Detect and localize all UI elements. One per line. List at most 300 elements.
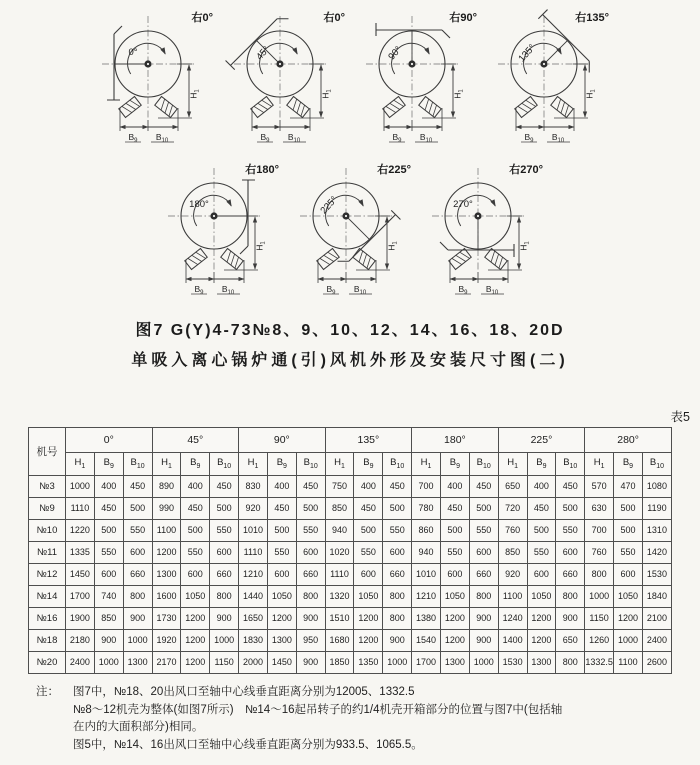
model-cell: №11 xyxy=(29,541,66,563)
note-line xyxy=(36,684,700,702)
b9-dim-label: $B_9$ xyxy=(458,284,468,296)
dim-sub-header: $H_1$ xyxy=(66,452,95,475)
dim-value-cell: 2180 xyxy=(66,629,95,651)
model-cell: №18 xyxy=(29,629,66,651)
dim-sub-header: $B_9$ xyxy=(354,452,383,475)
dim-value-cell: 450 xyxy=(123,475,152,497)
dim-value-cell: 600 xyxy=(556,541,585,563)
dim-sub-header: $B_9$ xyxy=(614,452,643,475)
interior-angle-label: 45° xyxy=(254,44,273,63)
dim-sub-header: $H_1$ xyxy=(325,452,354,475)
dim-value-cell: 1100 xyxy=(152,519,181,541)
model-cell: №12 xyxy=(29,563,66,585)
dim-value-cell: 450 xyxy=(383,475,412,497)
fan-orientation-diagram-45 xyxy=(218,4,350,156)
mounting-foot xyxy=(251,97,274,118)
dim-value-cell: 500 xyxy=(527,519,556,541)
diagram-angle-caption: 右0° xyxy=(323,12,345,24)
dim-value-cell: 1450 xyxy=(66,563,95,585)
b9-dim-label: $B_9$ xyxy=(326,284,336,296)
interior-angle-label: 225° xyxy=(318,194,340,217)
dim-value-cell: 450 xyxy=(469,475,498,497)
dim-value-cell: 830 xyxy=(239,475,268,497)
mounting-foot xyxy=(419,97,442,118)
b10-dim-label: $B_{10}$ xyxy=(353,284,367,296)
dim-value-cell: 600 xyxy=(267,563,296,585)
dim-sub-header: $H_1$ xyxy=(152,452,181,475)
model-cell: №9 xyxy=(29,497,66,519)
model-cell: №14 xyxy=(29,585,66,607)
dim-value-cell: 760 xyxy=(585,541,614,563)
interior-angle-label: 180° xyxy=(189,199,209,210)
dim-value-cell: 1920 xyxy=(152,629,181,651)
dim-value-cell: 780 xyxy=(412,497,441,519)
fan-orientation-diagram-90 xyxy=(350,4,482,156)
dim-value-cell: 400 xyxy=(94,475,123,497)
orientation-diagrams xyxy=(0,0,700,308)
dim-value-cell: 1200 xyxy=(181,607,210,629)
dim-sub-header: $H_1$ xyxy=(585,452,614,475)
dim-value-cell: 800 xyxy=(123,585,152,607)
dim-value-cell: 500 xyxy=(210,497,239,519)
dim-value-cell: 1200 xyxy=(527,629,556,651)
dim-value-cell: 900 xyxy=(296,607,325,629)
table-row xyxy=(29,607,672,629)
dim-value-cell: 550 xyxy=(354,541,383,563)
dim-sub-header: $B_{10}$ xyxy=(383,452,412,475)
dim-value-cell: 1200 xyxy=(181,629,210,651)
b10-dim-label: $B_{10}$ xyxy=(287,132,301,144)
table-row xyxy=(29,541,672,563)
dim-value-cell: 800 xyxy=(383,585,412,607)
fan-orientation-diagram-135 xyxy=(482,4,614,156)
dim-sub-header: $B_{10}$ xyxy=(296,452,325,475)
dim-value-cell: 1000 xyxy=(210,629,239,651)
dim-value-cell: 1400 xyxy=(498,629,527,651)
b9-dim-label: $B_9$ xyxy=(524,132,534,144)
dim-value-cell: 1240 xyxy=(498,607,527,629)
dim-value-cell: 500 xyxy=(354,519,383,541)
dim-value-cell: 1200 xyxy=(614,607,643,629)
dim-value-cell: 1220 xyxy=(66,519,95,541)
fan-orientation-diagram-225 xyxy=(284,156,416,308)
dim-value-cell: 650 xyxy=(498,475,527,497)
dim-value-cell: 1200 xyxy=(440,629,469,651)
dim-value-cell: 1450 xyxy=(267,651,296,673)
b10-dim-label: $B_{10}$ xyxy=(485,284,499,296)
mounting-foot xyxy=(515,97,538,118)
dim-value-cell: 1150 xyxy=(210,651,239,673)
angle-group-header: 225° xyxy=(498,427,585,452)
dim-sub-header: $B_9$ xyxy=(94,452,123,475)
dim-value-cell: 990 xyxy=(152,497,181,519)
dim-sub-header: $B_9$ xyxy=(181,452,210,475)
model-cell: №16 xyxy=(29,607,66,629)
dim-sub-header: $B_9$ xyxy=(527,452,556,475)
dim-value-cell: 800 xyxy=(556,585,585,607)
dim-value-cell: 550 xyxy=(556,519,585,541)
dim-value-cell: 1510 xyxy=(325,607,354,629)
mounting-foot xyxy=(551,97,574,118)
dim-value-cell: 1210 xyxy=(412,585,441,607)
dim-value-cell: 450 xyxy=(527,497,556,519)
dim-value-cell: 890 xyxy=(152,475,181,497)
dim-value-cell: 450 xyxy=(556,475,585,497)
dim-value-cell: 1700 xyxy=(412,651,441,673)
dim-value-cell: 1050 xyxy=(440,585,469,607)
dim-value-cell: 400 xyxy=(181,475,210,497)
table-row xyxy=(29,629,672,651)
notes-section xyxy=(36,684,700,755)
angle-group-header: 135° xyxy=(325,427,412,452)
dim-value-cell: 1600 xyxy=(152,585,181,607)
dim-value-cell: 900 xyxy=(296,651,325,673)
dim-value-cell: 500 xyxy=(383,497,412,519)
dim-value-cell: 1840 xyxy=(642,585,671,607)
dim-value-cell: 750 xyxy=(325,475,354,497)
model-cell: №3 xyxy=(29,475,66,497)
dim-value-cell: 450 xyxy=(296,475,325,497)
note-line: 在内的大面积部分)相同。 xyxy=(73,721,204,734)
note-line: №8～12机壳为整体(如图7所示) №14～16起吊转子的约1/4机壳开箱部分的位置与图7中(包括轴 xyxy=(73,703,563,716)
dimension-table xyxy=(28,427,672,674)
diagram-angle-caption: 右180° xyxy=(245,164,279,176)
dim-value-cell: 940 xyxy=(325,519,354,541)
dim-value-cell: 740 xyxy=(94,585,123,607)
dim-value-cell: 760 xyxy=(498,519,527,541)
dim-value-cell: 450 xyxy=(267,497,296,519)
note-line: 图5中，№14、16出风口至轴中心线垂直距离分别为933.5、1065.5。 xyxy=(73,739,423,752)
h1-dim-label: $H_1$ xyxy=(584,89,597,99)
fan-orientation-diagram-270 xyxy=(416,156,548,308)
dim-value-cell: 500 xyxy=(267,519,296,541)
b9-dim-label: $B_9$ xyxy=(128,132,138,144)
dim-value-cell: 660 xyxy=(296,563,325,585)
dim-value-cell: 1050 xyxy=(614,585,643,607)
dim-value-cell: 500 xyxy=(296,497,325,519)
figure-title-line1: 图7 G(Y)4-73№8、9、10、12、14、16、18、20D xyxy=(135,322,565,339)
fan-orientation-diagram-0 xyxy=(86,4,218,156)
h1-dim-label: $H_1$ xyxy=(452,89,465,99)
dim-value-cell: 1050 xyxy=(354,585,383,607)
dim-value-cell: 1000 xyxy=(614,629,643,651)
b10-dim-label: $B_{10}$ xyxy=(551,132,565,144)
dim-value-cell: 1310 xyxy=(642,519,671,541)
b10-dim-label: $B_{10}$ xyxy=(221,284,235,296)
dim-value-cell: 900 xyxy=(123,607,152,629)
dim-value-cell: 450 xyxy=(181,497,210,519)
table-row xyxy=(29,585,672,607)
outlet-duct xyxy=(440,216,514,257)
dim-value-cell: 550 xyxy=(614,541,643,563)
note-prefix: 注： xyxy=(36,685,59,698)
dim-value-cell: 700 xyxy=(412,475,441,497)
dim-value-cell: 1350 xyxy=(354,651,383,673)
dim-value-cell: 1020 xyxy=(325,541,354,563)
b9-dim-label: $B_9$ xyxy=(260,132,270,144)
dim-value-cell: 1730 xyxy=(152,607,181,629)
dim-value-cell: 900 xyxy=(94,629,123,651)
dim-value-cell: 1200 xyxy=(440,607,469,629)
mounting-foot xyxy=(485,249,508,270)
fan-orientation-diagram-180 xyxy=(152,156,284,308)
dim-value-cell: 2400 xyxy=(66,651,95,673)
dim-value-cell: 550 xyxy=(210,519,239,541)
dim-value-cell: 500 xyxy=(556,497,585,519)
interior-angle-label: 135° xyxy=(516,42,538,65)
dim-value-cell: 2000 xyxy=(239,651,268,673)
dim-value-cell: 1530 xyxy=(498,651,527,673)
mounting-foot xyxy=(287,97,310,118)
mounting-foot xyxy=(119,97,142,118)
dim-sub-header: $B_9$ xyxy=(440,452,469,475)
dim-value-cell: 660 xyxy=(556,563,585,585)
dim-sub-header: $B_{10}$ xyxy=(642,452,671,475)
dim-value-cell: 1540 xyxy=(412,629,441,651)
table-row xyxy=(29,519,672,541)
dim-value-cell: 600 xyxy=(354,563,383,585)
dim-value-cell: 850 xyxy=(325,497,354,519)
dim-sub-header: $B_{10}$ xyxy=(469,452,498,475)
dim-value-cell: 450 xyxy=(354,497,383,519)
dim-value-cell: 1110 xyxy=(66,497,95,519)
dim-value-cell: 500 xyxy=(614,519,643,541)
table-row xyxy=(29,497,672,519)
h1-dim-label: $H_1$ xyxy=(320,89,333,99)
dim-value-cell: 1050 xyxy=(267,585,296,607)
dim-value-cell: 2600 xyxy=(642,651,671,673)
dim-value-cell: 1300 xyxy=(152,563,181,585)
dim-value-cell: 2170 xyxy=(152,651,181,673)
dim-value-cell: 1200 xyxy=(267,607,296,629)
dim-value-cell: 800 xyxy=(556,651,585,673)
dim-value-cell: 1110 xyxy=(325,563,354,585)
dim-value-cell: 600 xyxy=(614,563,643,585)
dim-value-cell: 1010 xyxy=(239,519,268,541)
dim-sub-header: $B_{10}$ xyxy=(210,452,239,475)
table-label: 表5 xyxy=(670,409,690,424)
dim-value-cell: 1300 xyxy=(440,651,469,673)
dim-value-cell: 1200 xyxy=(527,607,556,629)
dim-value-cell: 550 xyxy=(181,541,210,563)
dim-value-cell: 1200 xyxy=(181,651,210,673)
angle-group-header: 280° xyxy=(585,427,672,452)
dim-value-cell: 550 xyxy=(123,519,152,541)
dim-sub-header: $B_9$ xyxy=(267,452,296,475)
h1-dim-label: $H_1$ xyxy=(518,241,531,251)
outlet-duct xyxy=(214,180,255,254)
dim-value-cell: 400 xyxy=(354,475,383,497)
table-row xyxy=(29,475,672,497)
angle-group-header: 90° xyxy=(239,427,326,452)
dim-value-cell: 2100 xyxy=(642,607,671,629)
dim-value-cell: 550 xyxy=(440,541,469,563)
dim-value-cell: 600 xyxy=(440,563,469,585)
dim-value-cell: 1300 xyxy=(123,651,152,673)
dim-value-cell: 1830 xyxy=(239,629,268,651)
interior-angle-label: 270° xyxy=(453,199,473,210)
dim-value-cell: 500 xyxy=(94,519,123,541)
dim-value-cell: 400 xyxy=(440,475,469,497)
b10-dim-label: $B_{10}$ xyxy=(155,132,169,144)
dim-sub-header: $H_1$ xyxy=(239,452,268,475)
model-cell: №10 xyxy=(29,519,66,541)
dim-value-cell: 1260 xyxy=(585,629,614,651)
dim-sub-header: $B_{10}$ xyxy=(556,452,585,475)
dim-value-cell: 630 xyxy=(585,497,614,519)
mounting-foot xyxy=(155,97,178,118)
table-row xyxy=(29,651,672,673)
dim-value-cell: 660 xyxy=(123,563,152,585)
h1-dim-label: $H_1$ xyxy=(254,241,267,251)
mounting-foot xyxy=(221,249,244,270)
dim-value-cell: 600 xyxy=(181,563,210,585)
diagram-angle-caption: 右225° xyxy=(377,164,411,176)
dim-value-cell: 600 xyxy=(527,563,556,585)
dim-value-cell: 600 xyxy=(210,541,239,563)
dim-value-cell: 850 xyxy=(94,607,123,629)
dim-value-cell: 850 xyxy=(498,541,527,563)
dim-value-cell: 700 xyxy=(585,519,614,541)
dim-value-cell: 720 xyxy=(498,497,527,519)
dim-value-cell: 1300 xyxy=(527,651,556,673)
dim-value-cell: 550 xyxy=(94,541,123,563)
diagram-angle-caption: 右270° xyxy=(509,164,543,176)
dim-value-cell: 400 xyxy=(267,475,296,497)
dim-value-cell: 600 xyxy=(296,541,325,563)
dim-value-cell: 570 xyxy=(585,475,614,497)
mounting-foot xyxy=(449,249,472,270)
mounting-foot xyxy=(353,249,376,270)
dim-value-cell: 1200 xyxy=(152,541,181,563)
dim-value-cell: 1332.5 xyxy=(585,651,614,673)
dim-value-cell: 1050 xyxy=(527,585,556,607)
dim-value-cell: 1010 xyxy=(412,563,441,585)
dim-value-cell: 940 xyxy=(412,541,441,563)
b10-dim-label: $B_{10}$ xyxy=(419,132,433,144)
dim-value-cell: 1000 xyxy=(123,629,152,651)
dim-value-cell: 1530 xyxy=(642,563,671,585)
dim-value-cell: 1080 xyxy=(642,475,671,497)
dim-value-cell: 920 xyxy=(498,563,527,585)
diagram-row-1 xyxy=(0,4,700,156)
angle-group-header: 180° xyxy=(412,427,499,452)
b9-dim-label: $B_9$ xyxy=(194,284,204,296)
dim-value-cell: 400 xyxy=(527,475,556,497)
dim-value-cell: 1680 xyxy=(325,629,354,651)
mounting-foot xyxy=(185,249,208,270)
dim-value-cell: 1850 xyxy=(325,651,354,673)
note-text: 图7中，№18、20出风口至轴中心线垂直距离分别为12005、1332.5 xyxy=(73,685,415,698)
col-header-model: 机号 xyxy=(29,427,66,475)
dim-value-cell: 1200 xyxy=(354,629,383,651)
dim-value-cell: 550 xyxy=(383,519,412,541)
dim-value-cell: 500 xyxy=(440,519,469,541)
dim-value-cell: 1100 xyxy=(614,651,643,673)
dim-value-cell: 1300 xyxy=(267,629,296,651)
dim-value-cell: 660 xyxy=(469,563,498,585)
dim-value-cell: 1110 xyxy=(239,541,268,563)
dim-value-cell: 900 xyxy=(383,629,412,651)
mounting-foot xyxy=(317,249,340,270)
dim-value-cell: 550 xyxy=(527,541,556,563)
dim-value-cell: 600 xyxy=(383,541,412,563)
dim-value-cell: 900 xyxy=(556,607,585,629)
dim-value-cell: 1210 xyxy=(239,563,268,585)
dim-value-cell: 800 xyxy=(296,585,325,607)
dim-value-cell: 1380 xyxy=(412,607,441,629)
interior-angle-label: 90° xyxy=(386,44,405,63)
dim-value-cell: 1050 xyxy=(181,585,210,607)
dim-value-cell: 1190 xyxy=(642,497,671,519)
dim-value-cell: 1700 xyxy=(66,585,95,607)
diagram-row-2 xyxy=(0,156,700,308)
dim-value-cell: 800 xyxy=(383,607,412,629)
interior-angle-label: 0° xyxy=(128,47,138,58)
dim-value-cell: 450 xyxy=(210,475,239,497)
dim-value-cell: 500 xyxy=(614,497,643,519)
dim-value-cell: 860 xyxy=(412,519,441,541)
dim-value-cell: 500 xyxy=(181,519,210,541)
dim-value-cell: 550 xyxy=(296,519,325,541)
diagram-angle-caption: 右135° xyxy=(575,12,609,24)
dim-value-cell: 600 xyxy=(469,541,498,563)
h1-dim-label: $H_1$ xyxy=(386,241,399,251)
dim-value-cell: 500 xyxy=(469,497,498,519)
dim-value-cell: 1320 xyxy=(325,585,354,607)
dim-value-cell: 900 xyxy=(210,607,239,629)
dim-value-cell: 450 xyxy=(440,497,469,519)
dim-value-cell: 900 xyxy=(469,607,498,629)
dim-sub-header: $B_{10}$ xyxy=(123,452,152,475)
figure-title-line2: 单吸入离心锅炉通(引)风机外形及安装尺寸图(二) xyxy=(131,352,569,370)
dim-value-cell: 1335 xyxy=(66,541,95,563)
dim-value-cell: 1900 xyxy=(66,607,95,629)
dim-value-cell: 2400 xyxy=(642,629,671,651)
h1-dim-label: $H_1$ xyxy=(188,89,201,99)
dim-value-cell: 800 xyxy=(469,585,498,607)
angle-group-header: 45° xyxy=(152,427,239,452)
dim-value-cell: 470 xyxy=(614,475,643,497)
dim-value-cell: 660 xyxy=(383,563,412,585)
dim-value-cell: 1100 xyxy=(498,585,527,607)
dim-value-cell: 1440 xyxy=(239,585,268,607)
diagram-angle-caption: 右90° xyxy=(449,12,477,24)
figure-title xyxy=(0,316,700,377)
dim-value-cell: 450 xyxy=(94,497,123,519)
dim-value-cell: 1000 xyxy=(585,585,614,607)
dim-value-cell: 600 xyxy=(94,563,123,585)
dim-value-cell: 800 xyxy=(585,563,614,585)
dim-value-cell: 1000 xyxy=(383,651,412,673)
dim-value-cell: 920 xyxy=(239,497,268,519)
dim-value-cell: 1150 xyxy=(585,607,614,629)
dim-value-cell: 650 xyxy=(556,629,585,651)
dim-value-cell: 1000 xyxy=(469,651,498,673)
diagram-angle-caption: 右0° xyxy=(191,12,213,24)
dim-value-cell: 1000 xyxy=(94,651,123,673)
dim-value-cell: 550 xyxy=(469,519,498,541)
dim-value-cell: 550 xyxy=(267,541,296,563)
angle-group-header: 0° xyxy=(66,427,153,452)
dim-value-cell: 1420 xyxy=(642,541,671,563)
dim-value-cell: 900 xyxy=(469,629,498,651)
dim-value-cell: 950 xyxy=(296,629,325,651)
table-row xyxy=(29,563,672,585)
dim-value-cell: 1000 xyxy=(66,475,95,497)
dim-value-cell: 800 xyxy=(210,585,239,607)
dim-value-cell: 660 xyxy=(210,563,239,585)
